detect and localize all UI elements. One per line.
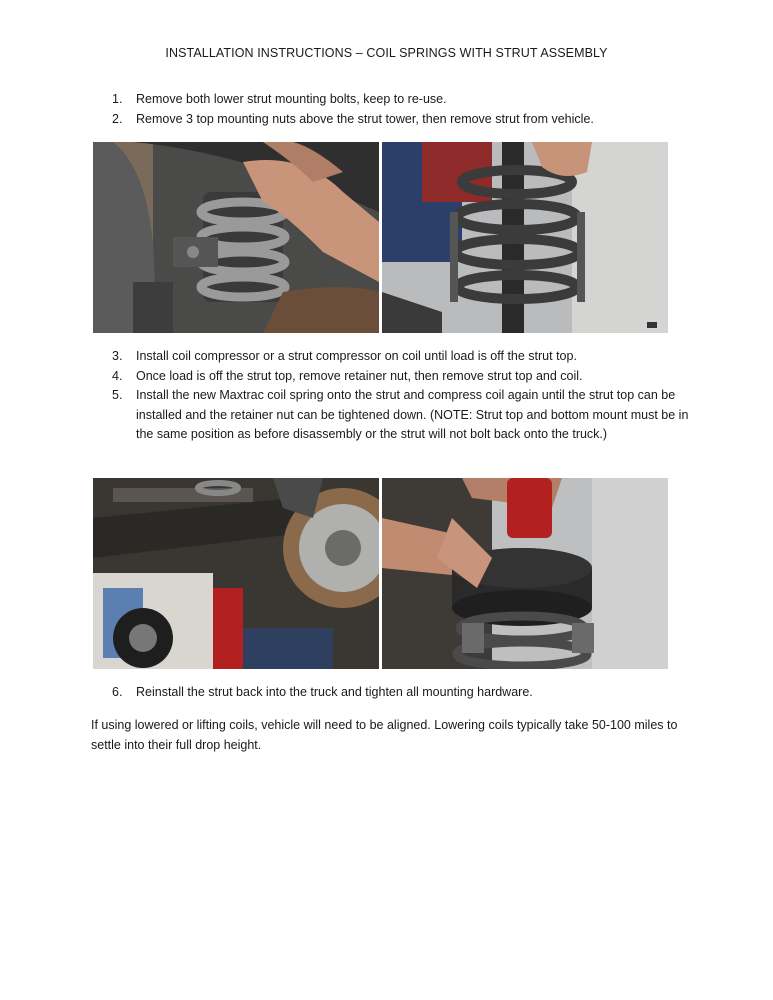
photo-row-1 bbox=[93, 142, 668, 333]
step-text: Reinstall the strut back into the truck and tighten all mounting hardware. bbox=[136, 685, 533, 699]
photo-tighten-retainer-nut bbox=[382, 478, 668, 669]
step-text: Install the new Maxtrac coil spring onto the strut and compress coil again until the strut top can be installed and the retainer nut can be tightened down. (NOTE: Strut top and bottom mount must be in the same position as before disassembly or the strut will not bolt back onto the truck.) bbox=[136, 388, 689, 442]
steps-list-2 bbox=[112, 347, 692, 445]
step-number: 5. bbox=[112, 388, 123, 403]
step-text: Remove 3 top mounting nuts above the strut tower, then remove strut from vehicle. bbox=[136, 111, 594, 126]
step-number: 3. bbox=[112, 349, 123, 363]
photo-coil-compressor bbox=[382, 142, 668, 333]
step-item bbox=[112, 367, 692, 387]
photo-reinstall-strut bbox=[93, 478, 379, 669]
photo-strut-removal bbox=[93, 142, 379, 333]
steps-list-3 bbox=[112, 683, 692, 703]
step-number: 4. bbox=[112, 368, 123, 383]
step-number: 2. bbox=[112, 111, 123, 126]
step-text: Remove both lower strut mounting bolts, keep to re-use. bbox=[136, 92, 447, 106]
steps-list-1 bbox=[112, 90, 692, 129]
step-item bbox=[112, 90, 692, 110]
step-item bbox=[112, 683, 692, 703]
step-text: Install coil compressor or a strut compressor on coil until load is off the strut top. bbox=[136, 349, 577, 363]
step-item bbox=[112, 347, 692, 367]
photo-row-2 bbox=[93, 478, 668, 669]
page-title: INSTALLATION INSTRUCTIONS – COIL SPRINGS WITH STRUT ASSEMBLY bbox=[165, 46, 608, 60]
step-text: Once load is off the strut top, remove retainer nut, then remove strut top and coil. bbox=[136, 368, 583, 383]
alignment-note: If using lowered or lifting coils, vehicle will need to be aligned. Lowering coils typically take 50-100 miles to settle into their full drop height. bbox=[91, 718, 678, 752]
step-number: 6. bbox=[112, 685, 123, 699]
step-item bbox=[112, 386, 692, 445]
step-number: 1. bbox=[112, 92, 123, 106]
step-item bbox=[112, 110, 692, 130]
